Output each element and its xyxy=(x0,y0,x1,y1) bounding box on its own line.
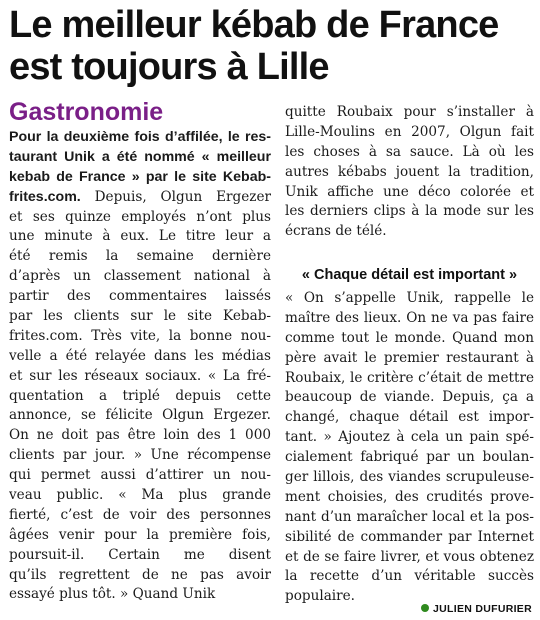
article-line xyxy=(9,526,271,546)
article-line: Unik affiche une déco colorée et xyxy=(285,183,534,200)
article-line: nant d’un maraîcher local et la pos- xyxy=(285,508,534,525)
body-text: qu’ils regrettent de ne pas avoir xyxy=(9,566,271,583)
article-line: populaire. xyxy=(285,588,356,605)
author-byline xyxy=(421,603,532,615)
body-text: Depuis, Olgun Ergezer xyxy=(80,188,271,205)
article-line: comme tout le monde. Quand mon xyxy=(285,329,534,346)
right-column-top xyxy=(285,103,534,242)
article-line: changé, chaque détail est impor- xyxy=(285,409,534,426)
article-line: « On s’appelle Unik, rappelle le xyxy=(285,290,534,306)
article-line xyxy=(9,148,271,168)
article-line: père avait le premier restaurant à xyxy=(285,349,534,366)
article-line xyxy=(9,466,271,486)
article-line xyxy=(9,426,271,446)
body-text: annonce, se félicite Olgun Ergezer. xyxy=(9,407,271,424)
article-line xyxy=(9,168,271,188)
body-text: On ne doit pas être loin des 1 000 xyxy=(9,427,271,444)
headline-line-1: Le meilleur kébab de France xyxy=(9,4,499,46)
body-text: frites.com. Très vite, la bonne nou- xyxy=(9,327,271,344)
article-line: quitte Roubaix pour s’installer à xyxy=(285,104,534,120)
headline-line-2: est toujours à Lille xyxy=(9,46,329,88)
article-line xyxy=(9,227,271,247)
article-line: tant. » Ajoutez à cela un pain spé- xyxy=(285,429,534,446)
article-line xyxy=(9,128,271,148)
article-line: sibilité de commander par Internet xyxy=(285,528,534,545)
body-text: et ses quinze employés n’ont plus xyxy=(9,208,271,225)
article-line: beaucoup de viande. Depuis, ça a xyxy=(285,389,534,406)
lead-text: kebab de France » par le site Kebab- xyxy=(9,168,271,185)
article-line: Roubaix, le critère c’était de mettre xyxy=(285,369,534,386)
article-line: les derniers clips à la mode sur les xyxy=(285,203,534,220)
article-line: autres kébabs jouent la tradition, xyxy=(285,163,534,180)
body-text: veau public. « Ma plus grande xyxy=(9,487,271,504)
article-line: les choses à sa sauce. Là où les xyxy=(285,143,534,160)
article-line: maître des lieux. On ne va pas faire xyxy=(285,309,534,326)
headline xyxy=(9,4,534,88)
lead-text: Pour la deuxième fois d’affilée, le res- xyxy=(9,129,271,145)
right-column-bottom xyxy=(285,289,534,607)
body-text: clients par jour. » Une récompense xyxy=(9,447,271,464)
article-line xyxy=(9,585,271,605)
article-line: ger lillois, des viandes scrupuleuse- xyxy=(285,469,534,486)
article-line xyxy=(9,367,271,387)
article-line: cialement fabriqué par un boulan- xyxy=(285,449,534,466)
body-text: une minute à eux. Le titre leur a xyxy=(9,228,271,245)
body-text: poursuit-il. Certain me disent xyxy=(9,546,271,563)
article-line xyxy=(9,446,271,466)
article-line xyxy=(9,486,271,506)
body-text: âgées venir pour la première fois, xyxy=(9,526,271,543)
lead-text: frites.com. xyxy=(9,188,81,205)
article-line xyxy=(9,307,271,327)
body-text: et sur les réseaux sociaux. « La fré- xyxy=(9,367,271,384)
article-line xyxy=(9,506,271,526)
article-line xyxy=(9,546,271,566)
article-line: et de se faire livrer, et vous obtenez xyxy=(285,548,534,565)
article-line xyxy=(9,287,271,307)
lead-text: taurant Unik a été nommé « meilleur xyxy=(9,148,271,165)
left-column xyxy=(9,128,271,605)
article-line xyxy=(9,566,271,586)
article-line: écrans de télé. xyxy=(285,223,387,240)
body-text: été remis la semaine dernière xyxy=(9,248,271,265)
article-line xyxy=(9,247,271,267)
article-line xyxy=(9,188,271,208)
article-line xyxy=(9,387,271,407)
article-line xyxy=(9,347,271,367)
article-line xyxy=(9,208,271,228)
section-rubric: Gastronomie xyxy=(9,98,164,126)
body-text: par les clients sur le site Kebab- xyxy=(9,308,271,325)
article-line xyxy=(9,406,271,426)
quote-subheading: « Chaque détail est important » xyxy=(301,267,518,283)
body-text: fierté, c’est de voir des personnes xyxy=(9,506,271,523)
author-name: JULIEN DUFURIER xyxy=(432,603,532,615)
body-text: essayé plus tôt. » Quand Unik xyxy=(9,586,216,603)
article-line xyxy=(9,327,271,347)
article-line: ment choisies, des crudités prove- xyxy=(285,488,534,505)
byline-bullet-icon xyxy=(421,604,429,612)
body-text: velle a été relayée dans les médias xyxy=(9,347,271,364)
body-text: partir des commentaires laissés xyxy=(9,288,271,305)
body-text: qui permet aussi d’attirer un nou- xyxy=(9,467,271,484)
article-line: Lille-Moulins en 2007, Olgun fait xyxy=(285,123,534,140)
article-line: la recette d’un véritable succès xyxy=(285,568,534,585)
body-text: quentation a triplé depuis cette xyxy=(9,387,271,404)
body-text: d’après un classement national à xyxy=(9,268,271,285)
article-line xyxy=(9,267,271,287)
